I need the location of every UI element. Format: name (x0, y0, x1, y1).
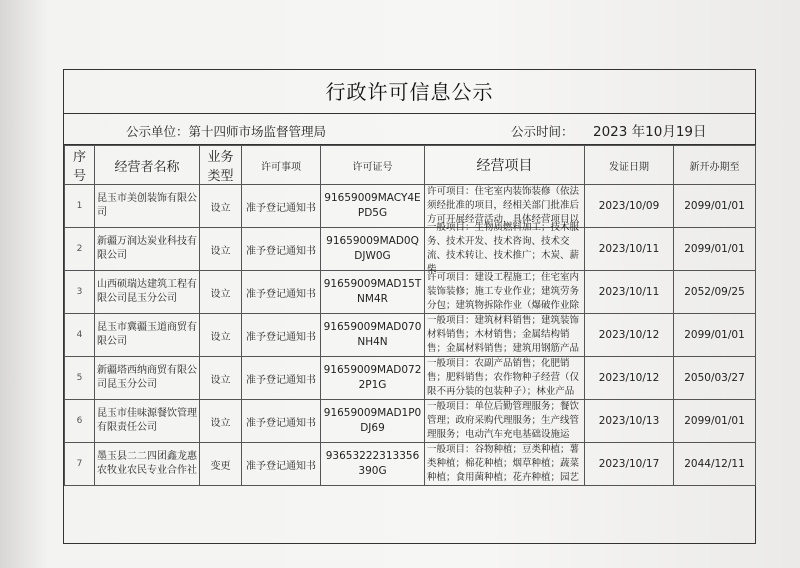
row-issued: 2023/10/11 (585, 228, 674, 271)
table-row (65, 228, 756, 271)
row-scope: 许可项目：住宅室内装饰装修（依法须经批准的项目，经相关部门批准后方可开展经营活动，具体经营项目以 (427, 186, 580, 225)
row-item: 准予登记通知书 (242, 228, 321, 271)
header-until: 新开办期至 (674, 146, 756, 185)
row-name: 新疆塔西纳商贸有限公司昆玉分公司 (95, 357, 200, 400)
publisher-unit: 公示单位：第十四师市场监督管理局 (126, 124, 327, 139)
header-scope: 经营项目 (425, 146, 585, 185)
row-issued: 2023/10/13 (585, 400, 674, 443)
row-issued: 2023/10/12 (585, 357, 674, 400)
row-license: 93653222313356390G (321, 443, 425, 486)
table-header-row (65, 146, 756, 185)
row-no: 5 (65, 357, 95, 400)
row-until: 2099/01/01 (674, 185, 756, 228)
row-item: 准予登记通知书 (242, 185, 321, 228)
row-type: 变更 (200, 443, 242, 486)
row-name: 墨玉县二二四团鑫龙惠农牧业农民专业合作社 (95, 443, 200, 486)
row-item: 准予登记通知书 (242, 314, 321, 357)
row-no: 6 (65, 400, 95, 443)
row-type: 设立 (200, 314, 242, 357)
header-issued: 发证日期 (585, 146, 674, 185)
publisher-row (64, 114, 755, 145)
license-table (64, 145, 756, 486)
row-until: 2050/03/27 (674, 357, 756, 400)
row-until: 2099/01/01 (674, 400, 756, 443)
row-name: 昆玉市美创装饰有限公司 (95, 185, 200, 228)
row-issued: 2023/10/17 (585, 443, 674, 486)
row-type: 设立 (200, 400, 242, 443)
row-scope: 一般项目：谷物种植；豆类种植；薯类种植；棉花种植；烟草种植；蔬菜种植；食用菌种植；花卉种植；园艺 (427, 444, 580, 483)
row-license: 91659009MAD070NH4N (321, 314, 425, 357)
header-name: 经营者名称 (95, 146, 200, 185)
row-scope: 一般项目：农副产品销售；化肥销售；肥料销售；农作物种子经营（仅限不再分装的包装种子）；林业产品 (427, 358, 580, 397)
header-license: 许可证号 (321, 146, 425, 185)
row-item: 准予登记通知书 (242, 271, 321, 314)
row-until: 2099/01/01 (674, 314, 756, 357)
publish-date-label: 公示时间： (511, 124, 574, 139)
row-license: 91659009MAD0QDJW0G (321, 228, 425, 271)
row-name: 昆玉市冀疆玉道商贸有限公司 (95, 314, 200, 357)
row-no: 3 (65, 271, 95, 314)
row-type: 设立 (200, 271, 242, 314)
table-row (65, 357, 756, 400)
header-no: 序号 (65, 146, 95, 185)
notice-sheet (63, 69, 756, 544)
row-item: 准予登记通知书 (242, 400, 321, 443)
row-item: 准予登记通知书 (242, 443, 321, 486)
row-type: 设立 (200, 357, 242, 400)
row-no: 7 (65, 443, 95, 486)
table-row (65, 271, 756, 314)
row-item: 准予登记通知书 (242, 357, 321, 400)
row-type: 设立 (200, 185, 242, 228)
row-scope: 许可项目：建设工程施工；住宅室内装饰装修；施工专业作业；建筑劳务分包；建筑物拆除作业（爆破作业除 (427, 272, 580, 311)
row-no: 4 (65, 314, 95, 357)
row-issued: 2023/10/11 (585, 271, 674, 314)
row-scope: 一般项目：单位后勤管理服务；餐饮管理；政府采购代理服务；生产线管理服务；电动汽车充电基础设施运 (427, 401, 580, 440)
document-title: 行政许可信息公示 (64, 70, 755, 114)
row-until: 2052/09/25 (674, 271, 756, 314)
row-license: 91659009MAD15TNM4R (321, 271, 425, 314)
row-license: 91659009MAD1P0DJ69 (321, 400, 425, 443)
publish-date-value: 2023 年10月19日 (593, 124, 707, 140)
header-type: 业务类型 (200, 146, 242, 185)
row-name: 新疆万润达炭业科技有限公司 (95, 228, 200, 271)
row-until: 2044/12/11 (674, 443, 756, 486)
header-item: 许可事项 (242, 146, 321, 185)
row-scope: 一般项目：建筑材料销售；建筑装饰材料销售；木材销售；金属结构销售；金属材料销售；建筑用钢筋产品 (427, 315, 580, 354)
row-no: 1 (65, 185, 95, 228)
row-scope: 一般项目：生物质燃料加工；技术服务、技术开发、技术咨询、技术交流、技术转让、技术推广；木炭、薪柴 (427, 222, 580, 275)
table-row (65, 185, 756, 228)
row-issued: 2023/10/12 (585, 314, 674, 357)
row-name: 昆玉市佳味源餐饮管理有限责任公司 (95, 400, 200, 443)
row-issued: 2023/10/09 (585, 185, 674, 228)
table-row (65, 443, 756, 486)
row-name: 山西硕瑞达建筑工程有限公司昆玉分公司 (95, 271, 200, 314)
row-license: 91659009MAD0722P1G (321, 357, 425, 400)
row-type: 设立 (200, 228, 242, 271)
row-license: 91659009MACY4EPD5G (321, 185, 425, 228)
row-until: 2099/01/01 (674, 228, 756, 271)
table-row (65, 400, 756, 443)
table-row (65, 314, 756, 357)
row-no: 2 (65, 228, 95, 271)
